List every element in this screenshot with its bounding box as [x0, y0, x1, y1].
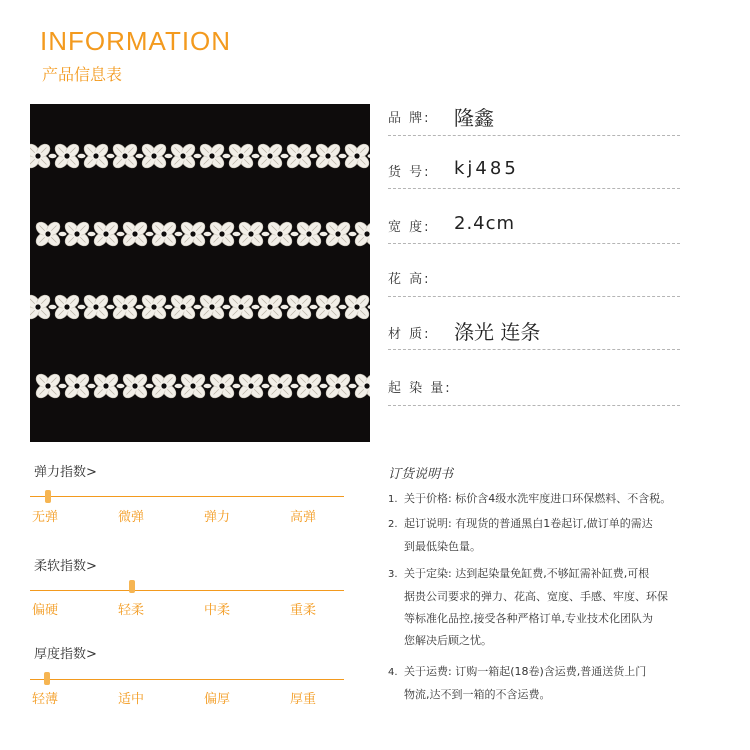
lace-flower — [324, 220, 353, 249]
elasticity-index-title: 弹力指数> — [34, 465, 97, 480]
lace-link — [117, 384, 125, 388]
lace-flower — [150, 372, 179, 401]
lace-flower — [227, 142, 256, 171]
lace-link — [339, 305, 347, 309]
lace-flower — [295, 372, 324, 401]
spec-row-min-dye — [388, 368, 680, 406]
lace-link — [59, 232, 67, 236]
lace-flower — [121, 372, 150, 401]
elasticity-option-slight: 微弹 — [118, 510, 145, 525]
lace-flower — [324, 372, 353, 401]
spec-label-min-dye: 起 染 量: — [388, 381, 452, 396]
spec-value-material: 涤光 连条 — [454, 320, 541, 344]
thickness-option-heavy: 厚重 — [290, 692, 317, 707]
elasticity-option-elastic: 弹力 — [204, 510, 231, 525]
lace-link — [281, 305, 289, 309]
lace-link — [59, 384, 67, 388]
lace-flower — [179, 220, 208, 249]
lace-link — [262, 232, 270, 236]
lace-flower — [198, 142, 227, 171]
spec-label-width: 宽 度: — [388, 220, 431, 235]
lace-link — [281, 154, 289, 158]
spec-label-item-no: 货 号: — [388, 165, 431, 180]
lace-link — [107, 305, 115, 309]
order-instructions-title: 订货说明书 — [388, 467, 454, 482]
product-photo — [30, 104, 370, 442]
header-title-cn: 产品信息表 — [42, 65, 123, 84]
softness-option-stiff: 偏硬 — [32, 603, 59, 618]
lace-flower — [343, 142, 370, 171]
order-item-minimum: 2. 起订说明: 有现货的普通黑白1卷起订,做订单的需达 到最低染色量。 — [388, 517, 653, 553]
elasticity-option-high: 高弹 — [290, 510, 317, 525]
lace-link — [78, 305, 86, 309]
lace-link — [165, 305, 173, 309]
lace-link — [175, 232, 183, 236]
lace-link — [175, 384, 183, 388]
spec-row-brand — [388, 98, 680, 136]
lace-flower — [227, 293, 256, 322]
spec-label-brand: 品 牌: — [388, 111, 431, 126]
lace-link — [291, 384, 299, 388]
lace-flower — [285, 293, 314, 322]
order-item-dyeing: 3. 关于定染: 达到起染量免缸费,不够缸需补缸费,可根 据贵公司要求的弹力、花高、宽度、手感、牢度、环保 等标准化品控,接受各种严格订单,专业技术化团队为 您解决后顾之忧。 — [388, 567, 668, 647]
lace-flower — [266, 372, 295, 401]
lace-flower — [295, 220, 324, 249]
lace-flower — [208, 220, 237, 249]
lace-flower — [150, 220, 179, 249]
lace-flower — [169, 142, 198, 171]
lace-link — [349, 232, 357, 236]
lace-link — [233, 384, 241, 388]
lace-link — [233, 232, 241, 236]
lace-flower — [256, 293, 285, 322]
lace-flower — [237, 372, 266, 401]
lace-link — [194, 154, 202, 158]
lace-flower — [53, 293, 82, 322]
spec-row-material — [388, 312, 680, 350]
lace-link — [49, 305, 57, 309]
spec-value-item-no: kj485 — [454, 158, 519, 179]
lace-link — [88, 384, 96, 388]
lace-flower — [34, 220, 63, 249]
lace-link — [252, 154, 260, 158]
spec-value-width: 2.4cm — [454, 213, 516, 234]
elasticity-scale-line — [30, 496, 344, 497]
lace-link — [194, 305, 202, 309]
lace-link — [349, 384, 357, 388]
softness-index-title: 柔软指数> — [34, 559, 97, 574]
softness-scale-line — [30, 590, 344, 591]
spec-value-brand: 隆鑫 — [454, 106, 494, 130]
lace-link — [117, 232, 125, 236]
lace-link — [310, 305, 318, 309]
spec-row-width — [388, 206, 680, 244]
lace-link — [368, 305, 371, 309]
lace-flower — [198, 293, 227, 322]
lace-link — [165, 154, 173, 158]
lace-flower — [63, 372, 92, 401]
lace-flower — [256, 142, 285, 171]
header-title-en: INFORMATION — [40, 26, 232, 56]
lace-link — [107, 154, 115, 158]
thickness-level-marker — [44, 672, 50, 685]
lace-link — [223, 154, 231, 158]
lace-link — [146, 232, 154, 236]
softness-option-light-soft: 轻柔 — [118, 603, 145, 618]
lace-flower — [314, 142, 343, 171]
lace-flower — [121, 220, 150, 249]
lace-link — [223, 305, 231, 309]
order-item-shipping: 4. 关于运费: 订购一箱起(18卷)含运费,普通送货上门 物流,达不到一箱的不含运费。 — [388, 665, 647, 701]
lace-link — [310, 154, 318, 158]
lace-trim-image — [30, 104, 370, 442]
softness-option-medium-soft: 中柔 — [204, 603, 231, 618]
lace-flower — [82, 142, 111, 171]
thickness-index-title: 厚度指数> — [34, 647, 97, 662]
lace-flower — [285, 142, 314, 171]
lace-link — [78, 154, 86, 158]
lace-flower — [53, 142, 82, 171]
lace-flower — [82, 293, 111, 322]
lace-flower — [111, 142, 140, 171]
spec-row-flower-height — [388, 258, 680, 297]
lace-link — [88, 232, 96, 236]
lace-flower — [266, 220, 295, 249]
lace-flower — [34, 372, 63, 401]
lace-link — [146, 384, 154, 388]
lace-link — [204, 232, 212, 236]
lace-flower — [169, 293, 198, 322]
lace-link — [320, 384, 328, 388]
lace-link — [49, 154, 57, 158]
lace-flower — [237, 220, 266, 249]
softness-option-very-soft: 重柔 — [290, 603, 317, 618]
lace-flower — [179, 372, 208, 401]
lace-link — [136, 305, 144, 309]
elasticity-option-none: 无弹 — [32, 510, 59, 525]
lace-link — [339, 154, 347, 158]
spec-label-flower-height: 花 高: — [388, 272, 431, 287]
elasticity-level-marker — [45, 490, 51, 503]
lace-link — [262, 384, 270, 388]
thickness-scale-line — [30, 679, 344, 680]
spec-row-item-no — [388, 151, 680, 189]
thickness-option-thick: 偏厚 — [204, 692, 231, 707]
lace-flower — [140, 142, 169, 171]
lace-link — [291, 232, 299, 236]
thickness-option-medium: 适中 — [118, 692, 145, 707]
lace-link — [252, 305, 260, 309]
lace-link — [368, 154, 371, 158]
lace-flower — [343, 293, 370, 322]
lace-link — [204, 384, 212, 388]
lace-flower — [140, 293, 169, 322]
softness-level-marker — [129, 580, 135, 593]
lace-flower — [63, 220, 92, 249]
lace-flower — [314, 293, 343, 322]
lace-flower — [92, 372, 121, 401]
lace-flower — [92, 220, 121, 249]
lace-flower — [111, 293, 140, 322]
lace-link — [136, 154, 144, 158]
order-item-price: 1. 关于价格: 标价含4级水洗牢度进口环保燃料、不含税。 — [388, 492, 672, 505]
lace-link — [320, 232, 328, 236]
lace-flower — [208, 372, 237, 401]
spec-label-material: 材 质: — [388, 327, 431, 342]
thickness-option-thin: 轻薄 — [32, 692, 59, 707]
